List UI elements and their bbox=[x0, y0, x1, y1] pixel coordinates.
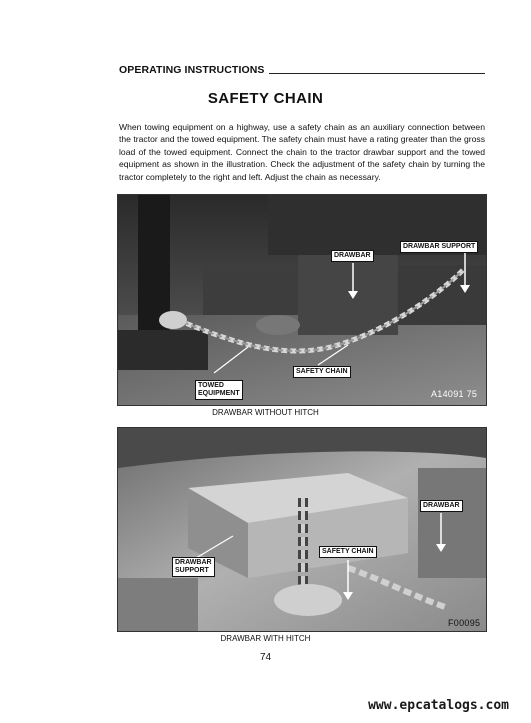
page-number: 74 bbox=[259, 652, 272, 663]
callout-drawbar-support: DRAWBAR SUPPORT bbox=[400, 241, 478, 253]
callout-drawbar: DRAWBAR bbox=[331, 250, 374, 262]
page-title: SAFETY CHAIN bbox=[207, 90, 324, 107]
body-paragraph: When towing equipment on a highway, use a safety chain as an auxiliary connection between the tractor and the towed equipment. The safety chain must have a rating greater than the gross load of the towed equipment. Connect the chain to the tractor drawbar support and the towed equipment as shown in the illustration. Check the adjustment of the safety chain by turning the tractor completely to the right and left. Adjust the chain as necessary. bbox=[119, 122, 485, 182]
figure-1-caption: DRAWBAR WITHOUT HITCH bbox=[212, 408, 319, 417]
figure-2-photo bbox=[117, 427, 487, 632]
callout-safety-chain: SAFETY CHAIN bbox=[293, 366, 351, 378]
footer-url[interactable]: www.epcatalogs.com bbox=[368, 698, 509, 713]
callout-safety-chain: SAFETY CHAIN bbox=[319, 546, 377, 558]
figure-1-id: A14091 75 bbox=[431, 389, 478, 399]
callout-drawbar: DRAWBAR bbox=[420, 500, 463, 512]
section-label: OPERATING INSTRUCTIONS bbox=[119, 64, 265, 76]
callout-drawbar-support: DRAWBAR SUPPORT bbox=[172, 557, 215, 577]
figure-2-illustration bbox=[118, 428, 486, 631]
callout-towed-equipment: TOWED EQUIPMENT bbox=[195, 380, 243, 400]
figure-2-id: F00095 bbox=[448, 618, 481, 628]
figure-1-photo bbox=[117, 194, 487, 406]
figure-2-caption: DRAWBAR WITH HITCH bbox=[220, 634, 311, 643]
header-rule bbox=[269, 73, 485, 74]
section-header bbox=[119, 64, 485, 76]
